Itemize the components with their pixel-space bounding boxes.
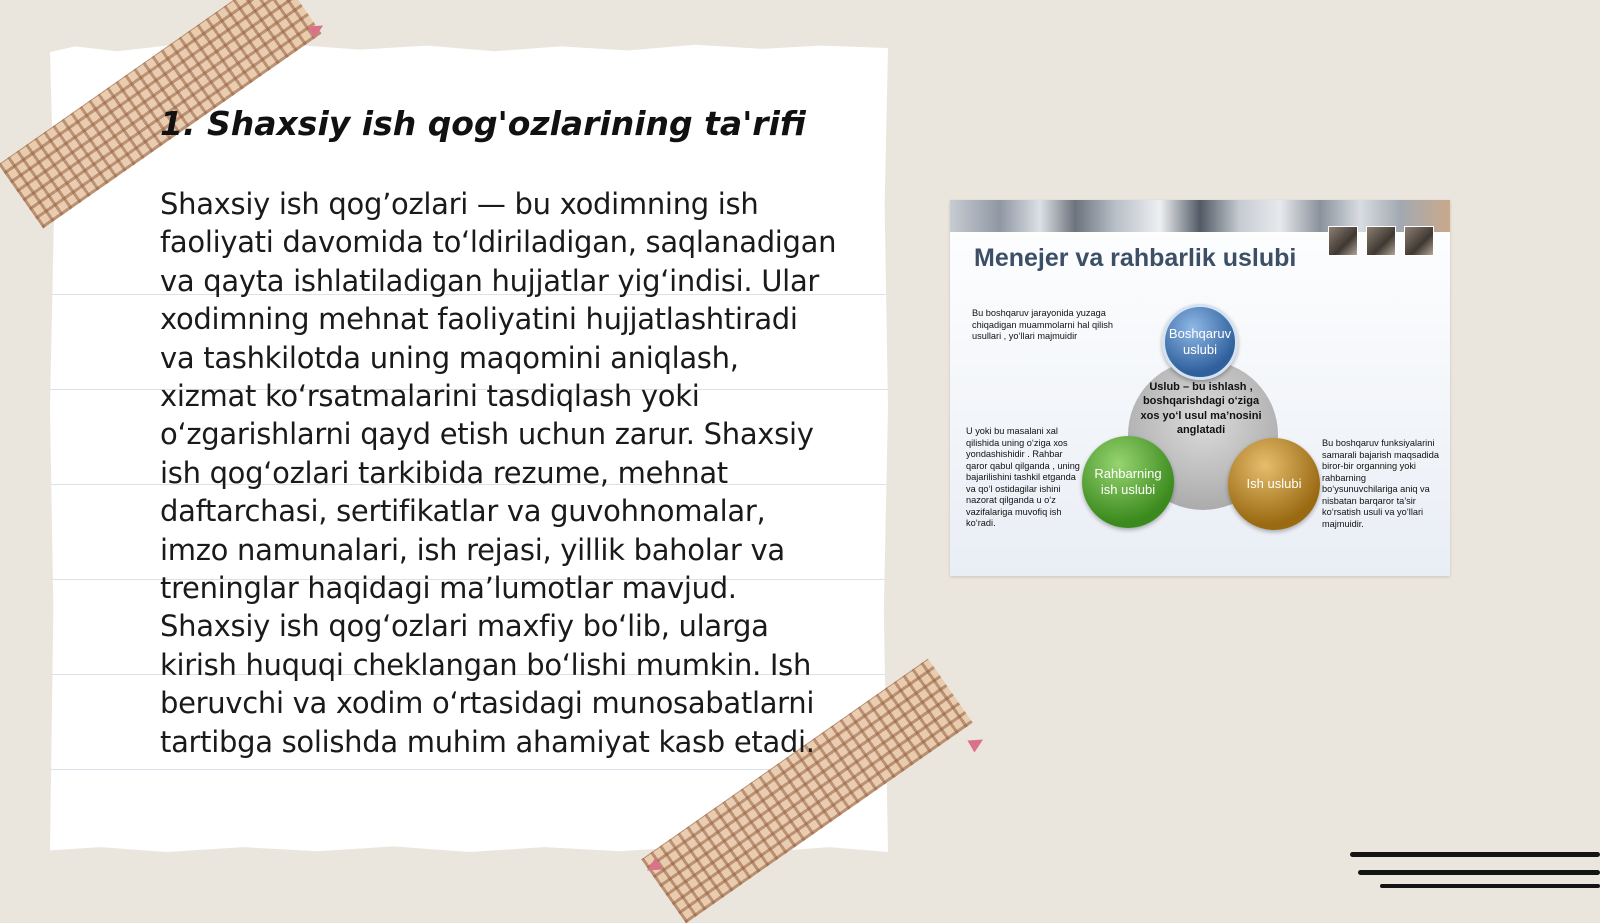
decorative-stroke (1350, 852, 1600, 857)
slide-body-text: Shaxsiy ish qog’ozlari — bu xodimning ish faoliyati davomida to‘ldiriladigan, saqlanadigan va qayta ishlatiladigan hujjatlar yig‘indisi. Ular xodimning mehnat faoliyatini hujjatlashtiradi va tashkilotda uning maqomini aniqlash, xizmat ko‘rsatmalarini tasdiqlash yoki o‘zgarishlarni qayd etish uchun zarur. Shaxsiy ish qog‘ozlari tarkibida rezume, mehnat daftarchasi, sertifikatlar va guvohnomalar, imzo namunalari, ish rejasi, yillik baholar va treninglar haqidagi ma’lumotlar mavjud. Shaxsiy ish qog‘ozlari maxfiy bo‘lib, ularga kirish huquqi cheklangan bo‘lishi mumkin. Ish beruvchi va xodim o‘rtasidagi munosabatlarni tartibga solishda muhim ahamiyat kasb etadi. (160, 187, 837, 759)
embedded-note-top-left: Bu boshqaruv jarayonida yuzaga chiqadigan muammolarni hal qilish usullari , yo‘llari majmuidir (972, 308, 1113, 341)
thumbnail-photo (1366, 226, 1396, 256)
embedded-note-right: Bu boshqaruv funksiyalarini samarali bajarish maqsadida biror-bir organning yoki rahbarning bo‘ysunuvchilariga aniq va nisbatan barqaror ta’sir ko‘rsatish usuli va yo‘llari majmuidir. (1322, 438, 1439, 529)
bubble-boshqaruv-uslubi: Boshqaruv uslubi (1162, 304, 1238, 380)
embedded-title: Menejer va rahbarlik uslubi (974, 244, 1297, 272)
paper-ruled-line (50, 769, 888, 770)
decorative-stroke (1358, 870, 1600, 875)
thumbnail-photo (1404, 226, 1434, 256)
bubble-ish-uslubi: Ish uslubi (1228, 438, 1320, 530)
embedded-slide-image (950, 200, 1450, 576)
embedded-note-left: U yoki bu masalani xal qilishida uning o‘ziga xos yondashishidir . Rahbar qaror qabul qilganda , uning bajarilishini tashkil etganda va qo‘l ostidagilar ishini nazorat qilganda u o‘z vazifalariga muvofiq ish ko‘radi. (966, 426, 1080, 528)
decorative-stroke (1380, 884, 1600, 888)
tape-tab-decoration (967, 733, 986, 752)
bubble-rahbarning-ish-uslubi: Rahbarning ish uslubi (1082, 436, 1174, 528)
slide-title: 1. Shaxsiy ish qog'ozlarining ta'rifi (160, 104, 806, 143)
thumbnail-photo (1328, 226, 1358, 256)
embedded-center-text: Uslub – bu ishlash , boshqarishdagi o‘ziga xos yo‘l usul ma’nosini anglatadi (1140, 381, 1262, 436)
